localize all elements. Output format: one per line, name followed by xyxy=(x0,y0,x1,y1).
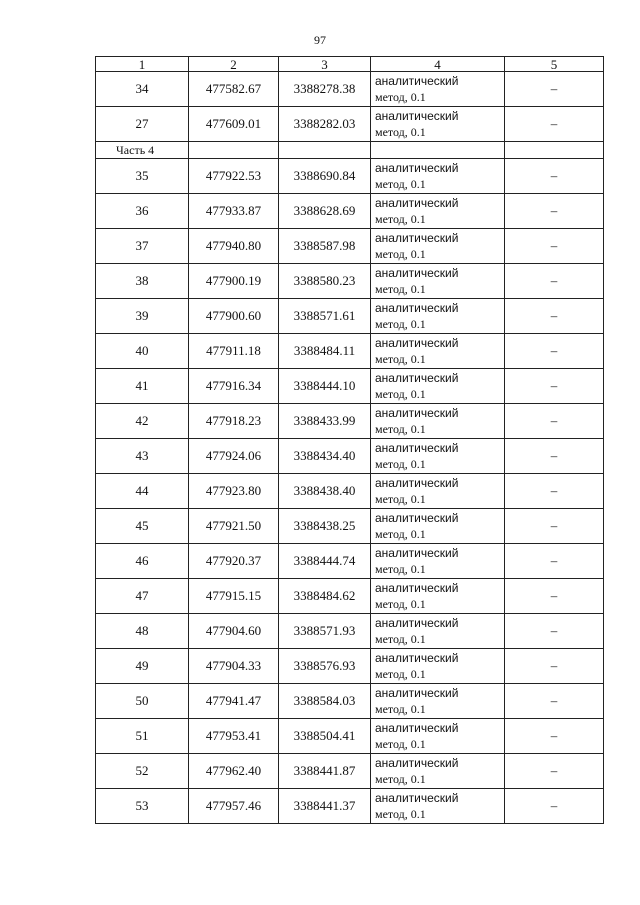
empty-cell xyxy=(189,142,279,159)
point-number-cell: 45 xyxy=(96,509,189,544)
method-cell xyxy=(371,474,505,509)
y-coordinate-cell: 3388278.38 xyxy=(279,72,371,107)
method-accuracy: метод, 0.1 xyxy=(375,807,426,821)
method-cell xyxy=(371,229,505,264)
point-number-cell: 53 xyxy=(96,789,189,824)
method-accuracy: метод, 0.1 xyxy=(375,702,426,716)
method-accuracy: метод, 0.1 xyxy=(375,632,426,646)
point-number-cell: 52 xyxy=(96,754,189,789)
x-coordinate-cell: 477900.19 xyxy=(189,264,279,299)
point-number-cell: 47 xyxy=(96,579,189,614)
x-coordinate-cell: 477911.18 xyxy=(189,334,279,369)
method-accuracy: метод, 0.1 xyxy=(375,177,426,191)
table-row xyxy=(96,107,604,142)
table-row xyxy=(96,159,604,194)
note-cell: – xyxy=(505,474,604,509)
method-accuracy: метод, 0.1 xyxy=(375,492,426,506)
table-row xyxy=(96,334,604,369)
method-cell xyxy=(371,579,505,614)
point-number-cell: 41 xyxy=(96,369,189,404)
method-accuracy: метод, 0.1 xyxy=(375,457,426,471)
note-cell: – xyxy=(505,754,604,789)
x-coordinate-cell: 477924.06 xyxy=(189,439,279,474)
method-name: аналитический xyxy=(375,196,459,210)
point-number-cell: 42 xyxy=(96,404,189,439)
method-name: аналитический xyxy=(375,756,459,770)
table-row xyxy=(96,719,604,754)
point-number-cell: 27 xyxy=(96,107,189,142)
table-row xyxy=(96,72,604,107)
empty-cell xyxy=(279,142,371,159)
y-coordinate-cell: 3388584.03 xyxy=(279,684,371,719)
method-accuracy: метод, 0.1 xyxy=(375,667,426,681)
table-row xyxy=(96,789,604,824)
x-coordinate-cell: 477933.87 xyxy=(189,194,279,229)
note-cell: – xyxy=(505,107,604,142)
point-number-cell: 40 xyxy=(96,334,189,369)
method-accuracy: метод, 0.1 xyxy=(375,527,426,541)
x-coordinate-cell: 477582.67 xyxy=(189,72,279,107)
table-row xyxy=(96,474,604,509)
method-cell xyxy=(371,509,505,544)
column-header: 1 xyxy=(96,57,189,72)
table-row xyxy=(96,439,604,474)
method-accuracy: метод, 0.1 xyxy=(375,352,426,366)
method-name: аналитический xyxy=(375,371,459,385)
table-row xyxy=(96,544,604,579)
note-cell: – xyxy=(505,404,604,439)
coordinates-table xyxy=(95,56,604,824)
x-coordinate-cell: 477916.34 xyxy=(189,369,279,404)
note-cell: – xyxy=(505,649,604,684)
point-number-cell: 36 xyxy=(96,194,189,229)
column-header: 5 xyxy=(505,57,604,72)
y-coordinate-cell: 3388444.10 xyxy=(279,369,371,404)
method-name: аналитический xyxy=(375,161,459,175)
method-name: аналитический xyxy=(375,651,459,665)
method-accuracy: метод, 0.1 xyxy=(375,737,426,751)
section-row xyxy=(96,142,604,159)
method-name: аналитический xyxy=(375,231,459,245)
method-cell xyxy=(371,369,505,404)
note-cell: – xyxy=(505,229,604,264)
table-row xyxy=(96,579,604,614)
method-name: аналитический xyxy=(375,301,459,315)
table-row xyxy=(96,229,604,264)
method-name: аналитический xyxy=(375,616,459,630)
method-cell xyxy=(371,544,505,579)
method-cell xyxy=(371,649,505,684)
method-accuracy: метод, 0.1 xyxy=(375,387,426,401)
method-name: аналитический xyxy=(375,511,459,525)
y-coordinate-cell: 3388441.87 xyxy=(279,754,371,789)
y-coordinate-cell: 3388571.93 xyxy=(279,614,371,649)
method-cell xyxy=(371,107,505,142)
y-coordinate-cell: 3388587.98 xyxy=(279,229,371,264)
method-name: аналитический xyxy=(375,581,459,595)
method-cell xyxy=(371,684,505,719)
method-accuracy: метод, 0.1 xyxy=(375,562,426,576)
y-coordinate-cell: 3388438.40 xyxy=(279,474,371,509)
table-row xyxy=(96,264,604,299)
method-accuracy: метод, 0.1 xyxy=(375,772,426,786)
note-cell: – xyxy=(505,614,604,649)
point-number-cell: 43 xyxy=(96,439,189,474)
y-coordinate-cell: 3388628.69 xyxy=(279,194,371,229)
point-number-cell: 39 xyxy=(96,299,189,334)
method-name: аналитический xyxy=(375,406,459,420)
method-accuracy: метод, 0.1 xyxy=(375,422,426,436)
note-cell: – xyxy=(505,159,604,194)
note-cell: – xyxy=(505,579,604,614)
x-coordinate-cell: 477904.33 xyxy=(189,649,279,684)
y-coordinate-cell: 3388504.41 xyxy=(279,719,371,754)
point-number-cell: 44 xyxy=(96,474,189,509)
method-accuracy: метод, 0.1 xyxy=(375,125,426,139)
x-coordinate-cell: 477920.37 xyxy=(189,544,279,579)
note-cell: – xyxy=(505,369,604,404)
method-cell xyxy=(371,194,505,229)
y-coordinate-cell: 3388441.37 xyxy=(279,789,371,824)
note-cell: – xyxy=(505,72,604,107)
x-coordinate-cell: 477941.47 xyxy=(189,684,279,719)
method-cell xyxy=(371,404,505,439)
method-accuracy: метод, 0.1 xyxy=(375,282,426,296)
y-coordinate-cell: 3388484.11 xyxy=(279,334,371,369)
point-number-cell: 51 xyxy=(96,719,189,754)
note-cell: – xyxy=(505,544,604,579)
method-cell xyxy=(371,789,505,824)
method-name: аналитический xyxy=(375,546,459,560)
point-number-cell: 46 xyxy=(96,544,189,579)
method-accuracy: метод, 0.1 xyxy=(375,212,426,226)
point-number-cell: 48 xyxy=(96,614,189,649)
y-coordinate-cell: 3388580.23 xyxy=(279,264,371,299)
table-row xyxy=(96,299,604,334)
y-coordinate-cell: 3388576.93 xyxy=(279,649,371,684)
x-coordinate-cell: 477900.60 xyxy=(189,299,279,334)
y-coordinate-cell: 3388571.61 xyxy=(279,299,371,334)
note-cell: – xyxy=(505,789,604,824)
table-row xyxy=(96,509,604,544)
x-coordinate-cell: 477957.46 xyxy=(189,789,279,824)
x-coordinate-cell: 477918.23 xyxy=(189,404,279,439)
method-accuracy: метод, 0.1 xyxy=(375,90,426,104)
method-name: аналитический xyxy=(375,336,459,350)
x-coordinate-cell: 477915.15 xyxy=(189,579,279,614)
method-cell xyxy=(371,72,505,107)
table-row xyxy=(96,369,604,404)
point-number-cell: 50 xyxy=(96,684,189,719)
x-coordinate-cell: 477609.01 xyxy=(189,107,279,142)
method-name: аналитический xyxy=(375,441,459,455)
x-coordinate-cell: 477953.41 xyxy=(189,719,279,754)
note-cell: – xyxy=(505,334,604,369)
column-header: 4 xyxy=(371,57,505,72)
method-name: аналитический xyxy=(375,266,459,280)
method-cell xyxy=(371,754,505,789)
point-number-cell: 34 xyxy=(96,72,189,107)
y-coordinate-cell: 3388433.99 xyxy=(279,404,371,439)
y-coordinate-cell: 3388690.84 xyxy=(279,159,371,194)
table-row xyxy=(96,194,604,229)
table-row xyxy=(96,404,604,439)
note-cell: – xyxy=(505,439,604,474)
note-cell: – xyxy=(505,684,604,719)
note-cell: – xyxy=(505,509,604,544)
empty-cell xyxy=(371,142,505,159)
x-coordinate-cell: 477922.53 xyxy=(189,159,279,194)
method-accuracy: метод, 0.1 xyxy=(375,597,426,611)
point-number-cell: 35 xyxy=(96,159,189,194)
y-coordinate-cell: 3388282.03 xyxy=(279,107,371,142)
table-row xyxy=(96,684,604,719)
y-coordinate-cell: 3388434.40 xyxy=(279,439,371,474)
note-cell: – xyxy=(505,719,604,754)
table-row xyxy=(96,754,604,789)
point-number-cell: 38 xyxy=(96,264,189,299)
x-coordinate-cell: 477940.80 xyxy=(189,229,279,264)
method-accuracy: метод, 0.1 xyxy=(375,317,426,331)
method-cell xyxy=(371,439,505,474)
method-cell xyxy=(371,614,505,649)
method-cell xyxy=(371,719,505,754)
method-cell xyxy=(371,159,505,194)
table-body xyxy=(96,72,604,824)
x-coordinate-cell: 477904.60 xyxy=(189,614,279,649)
x-coordinate-cell: 477923.80 xyxy=(189,474,279,509)
method-name: аналитический xyxy=(375,109,459,123)
method-accuracy: метод, 0.1 xyxy=(375,247,426,261)
column-header: 3 xyxy=(279,57,371,72)
method-cell xyxy=(371,264,505,299)
method-name: аналитический xyxy=(375,791,459,805)
note-cell: – xyxy=(505,299,604,334)
method-name: аналитический xyxy=(375,721,459,735)
y-coordinate-cell: 3388438.25 xyxy=(279,509,371,544)
empty-cell xyxy=(505,142,604,159)
y-coordinate-cell: 3388484.62 xyxy=(279,579,371,614)
table-row xyxy=(96,649,604,684)
method-name: аналитический xyxy=(375,476,459,490)
note-cell: – xyxy=(505,264,604,299)
section-label: Часть 4 xyxy=(96,142,189,159)
x-coordinate-cell: 477962.40 xyxy=(189,754,279,789)
table-header-row xyxy=(96,57,604,72)
method-name: аналитический xyxy=(375,686,459,700)
note-cell: – xyxy=(505,194,604,229)
point-number-cell: 37 xyxy=(96,229,189,264)
column-header: 2 xyxy=(189,57,279,72)
method-cell xyxy=(371,299,505,334)
method-name: аналитический xyxy=(375,74,459,88)
page-number: 97 xyxy=(314,33,326,47)
point-number-cell: 49 xyxy=(96,649,189,684)
x-coordinate-cell: 477921.50 xyxy=(189,509,279,544)
method-cell xyxy=(371,334,505,369)
y-coordinate-cell: 3388444.74 xyxy=(279,544,371,579)
table-row xyxy=(96,614,604,649)
